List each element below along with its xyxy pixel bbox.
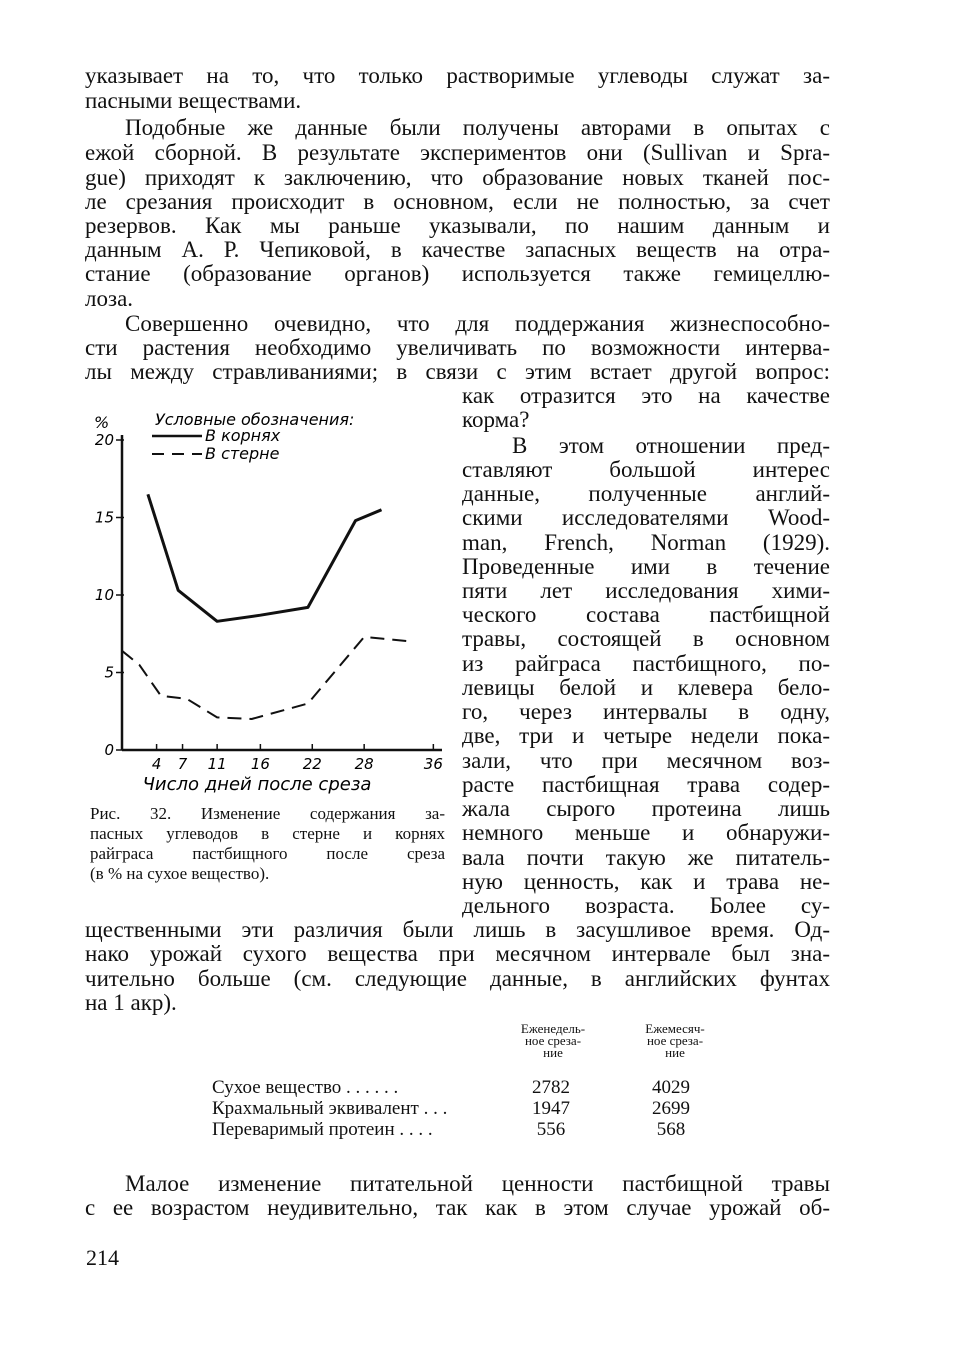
page-number: 214: [86, 1245, 119, 1270]
text-line: го, через интервалы в одну,: [462, 699, 830, 724]
legend-label: В корнях: [205, 426, 281, 445]
table-row-label: Переваримый протеин . . . .: [212, 1119, 433, 1140]
text-line: две, три и четыре недели пока-: [462, 723, 830, 748]
x-axis-label: Число дней после среза: [142, 774, 372, 795]
text-line: жала сырого протеина лишь: [462, 796, 830, 821]
figure-caption: райграса пастбищного после среза: [90, 844, 445, 863]
y-tick-label: 20: [94, 431, 114, 449]
y-axis-label: %: [94, 413, 110, 432]
x-tick-label: 4: [151, 755, 162, 773]
text-line: ставляют большой интерес: [462, 457, 830, 482]
text-line: щественными эти различия были лишь в засушливое время. Од-: [85, 917, 830, 942]
text-line: Проведенные ими в течение: [462, 554, 830, 579]
text-line: лоза.: [85, 286, 134, 311]
text-line: пяти лет исследования хими-: [462, 578, 830, 603]
text-line: резервов. Как мы раньше указывали, по нашим данным и: [85, 213, 830, 238]
table-cell: 2782: [532, 1077, 570, 1098]
series-line-stubble: [122, 637, 412, 719]
series-line-roots: [148, 494, 382, 621]
table-cell: 568: [656, 1119, 686, 1140]
legend-label: В стерне: [205, 444, 280, 463]
text-line: ческого состава пастбищной: [462, 602, 830, 627]
text-line: вала почти такую же питатель-: [462, 845, 830, 870]
text-line: Малое изменение питательной ценности пастбищной травы: [125, 1171, 830, 1196]
table-row-label: Сухое вещество . . . . . .: [212, 1077, 399, 1098]
text-line: чительно больше (см. следующие данные, в английских фунтах: [85, 966, 830, 991]
table-header-weekly: Еженедель- ное среза- ние: [520, 1021, 586, 1060]
text-line: ежой сборной. В результате экспериментов они (Sullivan и Spra-: [85, 140, 830, 165]
text-line: ле срезания происходит в основном, если не полностью, за счет: [85, 189, 830, 214]
text-line: как отразится это на качестве: [462, 383, 830, 408]
text-line: лы между стравливаниями; в связи с этим встает другой вопрос:: [85, 359, 830, 384]
table-header-monthly: Ежемесяч- ное среза- ние: [645, 1021, 705, 1060]
x-tick-label: 36: [423, 755, 443, 773]
text-line: из райграса пастбищного, по-: [462, 651, 830, 676]
text-line: данные, полученные англий-: [462, 481, 830, 506]
text-line: ную ценность, как и трава не-: [462, 869, 830, 894]
text-line: Совершенно очевидно, что для поддержания жизнеспособно-: [125, 311, 830, 336]
text-line: зали, что при месячном воз-: [462, 748, 830, 773]
table-cell: 2699: [652, 1098, 690, 1119]
y-tick-label: 10: [94, 586, 114, 604]
y-tick-label: 15: [94, 508, 114, 527]
text-line: man, French, Norman (1929).: [462, 530, 830, 555]
text-line: нако урожай сухого вещества при месячном интервале был зна-: [85, 941, 830, 966]
text-line: В этом отношении пред-: [512, 433, 830, 458]
text-line: Подобные же данные были получены авторами в опытах с: [125, 115, 830, 140]
text-line: стание (образование органов) используется также гемицеллю-: [85, 261, 830, 286]
table-cell: 1947: [532, 1098, 570, 1119]
y-tick-label: 5: [104, 663, 114, 682]
text-line: расте пастбищная трава содер-: [462, 772, 830, 797]
x-tick-label: 22: [302, 755, 322, 773]
text-line: данным А. Р. Чепиковой, в качестве запасных веществ на отра-: [85, 237, 830, 262]
legend-title: Условные обозначения:: [155, 410, 355, 429]
text-line: травы, состоящей в основном: [462, 626, 830, 651]
x-tick-label: 16: [250, 755, 270, 773]
y-tick-label: 0: [104, 741, 114, 759]
text-line: на 1 акр).: [85, 990, 177, 1015]
text-line: дельного возраста. Более су-: [462, 893, 830, 918]
table-cell: 4029: [652, 1077, 690, 1098]
x-tick-label: 11: [207, 755, 227, 773]
text-line: сти растения необходимо увеличивать по возможности интерва-: [85, 335, 830, 360]
text-line: скими исследователями Wood-: [462, 505, 830, 530]
text-line: пасными веществами.: [85, 88, 302, 113]
x-tick-label: 7: [177, 755, 188, 773]
figure-caption: (в % на сухое вещество).: [90, 864, 270, 883]
x-tick-label: 28: [354, 755, 374, 773]
text-line: с ее возрастом неудивительно, так как в этом случае урожай об-: [85, 1195, 830, 1220]
text-line: немного меньше и обнаружи-: [462, 820, 830, 845]
figure-caption: пасных углеводов в стерне и корнях: [90, 824, 445, 843]
table-row-label: Крахмальный эквивалент . . .: [212, 1098, 448, 1119]
figure-caption: Рис. 32. Изменение содержания за-: [90, 804, 445, 823]
text-line: левицы белой и клевера бело-: [462, 675, 830, 700]
text-line: gue) приходят к заключению, что образование новых тканей пос-: [85, 165, 830, 190]
table-cell: 556: [536, 1119, 566, 1140]
text-line: корма?: [462, 407, 530, 432]
text-line: указывает на то, что только растворимые углеводы служат за-: [85, 63, 830, 88]
figure-chart: [80, 405, 460, 800]
